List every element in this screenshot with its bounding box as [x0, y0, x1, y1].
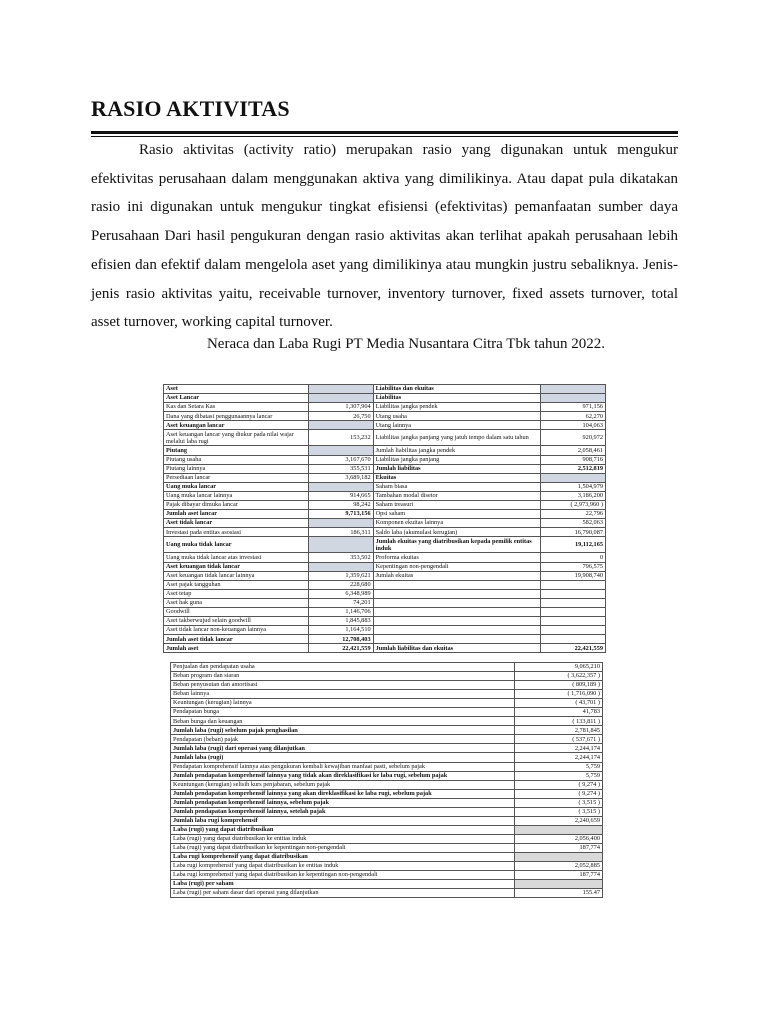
bs-left-value: 22,421,559 — [308, 644, 373, 653]
table-row — [164, 430, 606, 446]
is-label: Jumlah pendapatan komprehensif lainnya, sebelum pajak — [171, 798, 515, 807]
is-label: Laba rugi komprehensif yang dapat diatribusikan — [171, 852, 515, 861]
bs-right-label: Liabilitas jangka panjang yang jatuh tempo dalam satu tahun — [373, 430, 541, 446]
table-row — [164, 473, 606, 482]
table-row — [171, 717, 603, 726]
table-row — [164, 501, 606, 510]
bs-left-value: 186,311 — [308, 528, 373, 537]
is-label: Penjualan dan pendapatan usaha — [171, 663, 515, 672]
bs-right-label: Komponen ekuitas lainnya — [373, 519, 541, 528]
is-value: 2,240,659 — [515, 816, 603, 825]
bs-right-value: 19,112,165 — [541, 537, 606, 553]
bs-right-label: Liabilitas jangka panjang — [373, 455, 541, 464]
bs-left-value: 1,164,510 — [308, 626, 373, 635]
is-value: ( 809,189 ) — [515, 681, 603, 690]
bs-right-label: Opsi saham — [373, 510, 541, 519]
bs-left-value: 3,689,182 — [308, 473, 373, 482]
is-label: Laba (rugi) yang dapat diatribusikan ke kepentingan non-pengendali — [171, 843, 515, 852]
table-row — [171, 789, 603, 798]
table-row — [171, 862, 603, 871]
bs-left-label: Aset tidak lancar non-keuangan lainnya — [164, 626, 309, 635]
bs-left-value — [308, 519, 373, 528]
table-row — [171, 843, 603, 852]
bs-right-value — [541, 589, 606, 598]
bs-left-value: 6,348,989 — [308, 589, 373, 598]
title-rule-thick — [91, 131, 678, 134]
bs-left-value: 74,201 — [308, 598, 373, 607]
is-label: Pendapatan komprehensif lainnya atas pengukuran kembali kewajiban manfaat pasti, sebelum pajak — [171, 762, 515, 771]
is-value — [515, 825, 603, 834]
bs-left-value: 1,359,621 — [308, 571, 373, 580]
bs-right-label: Liabilitas dan ekuitas — [373, 385, 541, 394]
bs-left-label: Aset keuangan tidak lancar — [164, 562, 309, 571]
is-label: Keuntungan (kerugian) selisih kurs penjabaran, sebelum pajak — [171, 780, 515, 789]
bs-right-value: 908,716 — [541, 455, 606, 464]
bs-left-label: Jumlah aset lancar — [164, 510, 309, 519]
is-label: Beban bunga dan keuangan — [171, 717, 515, 726]
bs-right-label — [373, 635, 541, 644]
bs-right-label: Utang lainnya — [373, 421, 541, 430]
table-row — [164, 412, 606, 421]
bs-left-label: Jumlah aset — [164, 644, 309, 653]
table-row — [164, 464, 606, 473]
table-row — [171, 681, 603, 690]
table-row — [171, 825, 603, 834]
is-value: ( 537,671 ) — [515, 735, 603, 744]
table-row — [164, 589, 606, 598]
is-label: Beban penyusutan dan amortisasi — [171, 681, 515, 690]
bs-left-label: Uang muka tidak lancar atas investasi — [164, 553, 309, 562]
bs-right-value — [541, 626, 606, 635]
bs-right-value: 62,270 — [541, 412, 606, 421]
table-row — [164, 455, 606, 464]
bs-right-label: Liabilitas jangka pendek — [373, 403, 541, 412]
is-label: Pendapatan (beban) pajak — [171, 735, 515, 744]
bs-right-label — [373, 580, 541, 589]
is-label: Jumlah laba (rugi) sebelum pajak penghasilan — [171, 726, 515, 735]
bs-right-label: Tambahan modal disetor — [373, 491, 541, 500]
bs-left-value: 3,167,670 — [308, 455, 373, 464]
bs-right-value: 19,908,740 — [541, 571, 606, 580]
table-row — [171, 880, 603, 889]
bs-left-value — [308, 421, 373, 430]
table-row — [171, 663, 603, 672]
table-row — [164, 394, 606, 403]
bs-left-value: 914,665 — [308, 491, 373, 500]
bs-right-value: ( 2,973,960 ) — [541, 501, 606, 510]
table-row — [164, 562, 606, 571]
bs-left-label: Aset keuangan tidak lancar lainnya — [164, 571, 309, 580]
bs-right-label: Jumlah liabilitas dan ekuitas — [373, 644, 541, 653]
is-value — [515, 880, 603, 889]
bs-right-label: Utang usaha — [373, 412, 541, 421]
is-value: 5,759 — [515, 762, 603, 771]
bs-left-value — [308, 385, 373, 394]
bs-right-value: 582,063 — [541, 519, 606, 528]
bs-right-label: Jumlah liabilitas jangka pendek — [373, 446, 541, 455]
bs-right-label: Saldo laba (akumulasi kerugian) — [373, 528, 541, 537]
is-label: Jumlah pendapatan komprehensif lainnya, setelah pajak — [171, 807, 515, 816]
bs-left-label: Aset takberwujud selain goodwill — [164, 617, 309, 626]
is-label: Laba (rugi) yang dapat diatribusikan — [171, 825, 515, 834]
table-row — [164, 510, 606, 519]
bs-left-label: Kas dan Setara Kas — [164, 403, 309, 412]
table-row — [171, 889, 603, 898]
bs-right-label — [373, 607, 541, 616]
table-row — [171, 762, 603, 771]
bs-left-value — [308, 482, 373, 491]
bs-right-value: 22,796 — [541, 510, 606, 519]
table-row — [164, 571, 606, 580]
is-value: 187,774 — [515, 871, 603, 880]
bs-left-value: 353,502 — [308, 553, 373, 562]
bs-left-label: Aset Lancar — [164, 394, 309, 403]
table-row — [171, 699, 603, 708]
bs-right-value — [541, 598, 606, 607]
is-label: Laba (rugi) per saham dasar dari operasi yang dilanjutkan — [171, 889, 515, 898]
is-label: Jumlah pendapatan komprehensif lainnya yang akan direklasifikasi ke laba rugi, sebelum pajak — [171, 789, 515, 798]
table-row — [171, 726, 603, 735]
table-row — [164, 580, 606, 589]
table-row — [164, 385, 606, 394]
bs-right-label: Jumlah liabilitas — [373, 464, 541, 473]
figure-caption: Neraca dan Laba Rugi PT Media Nusantara Citra Tbk tahun 2022. — [206, 336, 606, 352]
table-row — [171, 780, 603, 789]
bs-right-value: 3,186,200 — [541, 491, 606, 500]
bs-right-label: Proforma ekuitas — [373, 553, 541, 562]
is-label: Laba (rugi) per saham — [171, 880, 515, 889]
table-row — [164, 528, 606, 537]
bs-left-value: 1,146,706 — [308, 607, 373, 616]
is-value: 2,244,174 — [515, 753, 603, 762]
bs-right-value: 2,058,461 — [541, 446, 606, 455]
table-row — [164, 446, 606, 455]
is-value: 2,052,885 — [515, 862, 603, 871]
table-row — [164, 491, 606, 500]
bs-right-value: 0 — [541, 553, 606, 562]
is-label: Beban program dan siaran — [171, 672, 515, 681]
is-value: 187,774 — [515, 843, 603, 852]
bs-right-label: Saham treasuri — [373, 501, 541, 510]
bs-right-label: Saham biasa — [373, 482, 541, 491]
income-statement-table — [170, 662, 603, 898]
table-row — [164, 537, 606, 553]
bs-left-value — [308, 394, 373, 403]
table-row — [164, 421, 606, 430]
table-row — [164, 482, 606, 491]
table-row — [171, 735, 603, 744]
bs-left-value: 9,713,156 — [308, 510, 373, 519]
bs-right-value: 920,972 — [541, 430, 606, 446]
bs-left-label: Uang muka lancar — [164, 482, 309, 491]
bs-right-value — [541, 580, 606, 589]
is-label: Pendapatan bunga — [171, 708, 515, 717]
bs-left-label: Uang muka tidak lancar — [164, 537, 309, 553]
bs-right-value: 16,790,087 — [541, 528, 606, 537]
table-row — [171, 672, 603, 681]
is-value: ( 43,701 ) — [515, 699, 603, 708]
bs-right-value — [541, 385, 606, 394]
is-value: 155.47 — [515, 889, 603, 898]
bs-left-label: Pajak dibayar dimuka lancar — [164, 501, 309, 510]
table-row — [171, 708, 603, 717]
bs-right-label — [373, 626, 541, 635]
bs-right-value: 104,063 — [541, 421, 606, 430]
is-value: 2,244,174 — [515, 744, 603, 753]
table-row — [171, 852, 603, 861]
table-row — [171, 771, 603, 780]
is-value: 9,065,210 — [515, 663, 603, 672]
is-value: 41,783 — [515, 708, 603, 717]
balance-sheet-table — [163, 384, 606, 653]
bs-right-label: Jumlah ekuitas yang diatribusikan kepada pemilik entitas induk — [373, 537, 541, 553]
bs-left-value: 98,242 — [308, 501, 373, 510]
bs-left-label: Goodwill — [164, 607, 309, 616]
is-value: ( 1,716,090 ) — [515, 690, 603, 699]
bs-left-value: 153,232 — [308, 430, 373, 446]
is-label: Jumlah laba rugi komprehensif — [171, 816, 515, 825]
bs-right-label: Jumlah ekuitas — [373, 571, 541, 580]
is-value: ( 9,274 ) — [515, 780, 603, 789]
is-value: ( 133,811 ) — [515, 717, 603, 726]
bs-right-label: Liabilitas — [373, 394, 541, 403]
bs-left-label: Aset keuangan lancar yang diukur pada nilai wajar melalui laba rugi — [164, 430, 309, 446]
is-label: Keuntungan (kerugian) lainnya — [171, 699, 515, 708]
bs-right-label — [373, 617, 541, 626]
is-label: Jumlah laba (rugi) dari operasi yang dilanjutkan — [171, 744, 515, 753]
bs-left-value: 1,307,904 — [308, 403, 373, 412]
bs-right-value — [541, 394, 606, 403]
bs-left-value: 355,531 — [308, 464, 373, 473]
bs-right-label — [373, 589, 541, 598]
table-row — [164, 598, 606, 607]
bs-left-value — [308, 562, 373, 571]
bs-left-label: Piutang usaha — [164, 455, 309, 464]
bs-right-value: 1,504,979 — [541, 482, 606, 491]
bs-right-value — [541, 617, 606, 626]
table-row — [164, 403, 606, 412]
is-label: Laba rugi komprehensif yang dapat diatribusikan ke kepentingan non-pengendali — [171, 871, 515, 880]
is-value: ( 3,622,357 ) — [515, 672, 603, 681]
bs-left-label: Aset keuangan lancar — [164, 421, 309, 430]
table-row — [164, 644, 606, 653]
intro-paragraph: Rasio aktivitas (activity ratio) merupakan rasio yang digunakan untuk mengukur efektivitas perusahaan dalam menggunakan aktiva yang dimilikinya. Atau dapat pula dikatakan rasio ini digunakan untuk mengukur tingkat efisiensi (efektivitas) pemanfaatan sumber daya Perusahaan Dari hasil pengukuran dengan rasio aktivitas akan terlihat apakah perusahaan lebih efisien dan efektif dalam mengelola aset yang dimilikinya atau mungkin justru sebaliknya. Jenis-jenis rasio aktivitas yaitu, receivable turnover, inventory turnover, fixed assets turnover, total asset turnover, working capital turnover. — [91, 142, 678, 331]
is-value: ( 3,515 ) — [515, 807, 603, 816]
bs-left-value — [308, 446, 373, 455]
bs-left-label: Aset hak guna — [164, 598, 309, 607]
is-label: Beban lainnya — [171, 690, 515, 699]
table-row — [171, 798, 603, 807]
bs-right-value — [541, 607, 606, 616]
is-value: 5,759 — [515, 771, 603, 780]
bs-left-label: Piutang lainnya — [164, 464, 309, 473]
bs-right-value: 22,421,559 — [541, 644, 606, 653]
table-row — [171, 753, 603, 762]
bs-left-label: Jumlah aset tidak lancar — [164, 635, 309, 644]
table-row — [164, 617, 606, 626]
table-row — [164, 635, 606, 644]
bs-left-label: Persediaan lancar — [164, 473, 309, 482]
bs-left-label: Aset tidak lancar — [164, 519, 309, 528]
is-value: ( 9,274 ) — [515, 789, 603, 798]
table-row — [164, 607, 606, 616]
bs-right-label: Ekuitas — [373, 473, 541, 482]
table-row — [171, 690, 603, 699]
bs-left-value — [308, 537, 373, 553]
table-row — [164, 553, 606, 562]
is-label: Laba rugi komprehensif yang dapat diatribusikan ke entitas induk — [171, 862, 515, 871]
is-value: ( 3,515 ) — [515, 798, 603, 807]
page-title: RASIO AKTIVITAS — [91, 96, 290, 121]
bs-left-label: Aset tetap — [164, 589, 309, 598]
bs-right-label: Kepentingan non-pengendali — [373, 562, 541, 571]
table-row — [171, 871, 603, 880]
bs-left-label: Uang muka lancar lainnya — [164, 491, 309, 500]
bs-left-label: Aset — [164, 385, 309, 394]
is-value: 2,781,845 — [515, 726, 603, 735]
bs-left-value: 26,750 — [308, 412, 373, 421]
table-row — [164, 626, 606, 635]
table-row — [171, 816, 603, 825]
bs-right-value — [541, 473, 606, 482]
is-value — [515, 852, 603, 861]
bs-left-value: 1,845,883 — [308, 617, 373, 626]
bs-left-label: Piutang — [164, 446, 309, 455]
table-row — [164, 519, 606, 528]
table-row — [171, 834, 603, 843]
bs-left-label: Aset pajak tangguhan — [164, 580, 309, 589]
bs-right-value: 796,575 — [541, 562, 606, 571]
bs-right-value — [541, 635, 606, 644]
bs-left-value: 228,680 — [308, 580, 373, 589]
bs-left-label: Investasi pada entitas asosiasi — [164, 528, 309, 537]
is-label: Jumlah pendapatan komprehensif lainnya yang tidak akan direklasifikasi ke laba rugi, sebelum pajak — [171, 771, 515, 780]
bs-right-value: 2,512,819 — [541, 464, 606, 473]
bs-left-value: 12,708,403 — [308, 635, 373, 644]
is-value: 2,056,400 — [515, 834, 603, 843]
table-row — [171, 744, 603, 753]
is-label: Laba (rugi) yang dapat diatribusikan ke entitas induk — [171, 834, 515, 843]
bs-right-value: 971,156 — [541, 403, 606, 412]
table-row — [171, 807, 603, 816]
bs-left-label: Dana yang dibatasi penggunaannya lancar — [164, 412, 309, 421]
is-label: Jumlah laba (rugi) — [171, 753, 515, 762]
bs-right-label — [373, 598, 541, 607]
